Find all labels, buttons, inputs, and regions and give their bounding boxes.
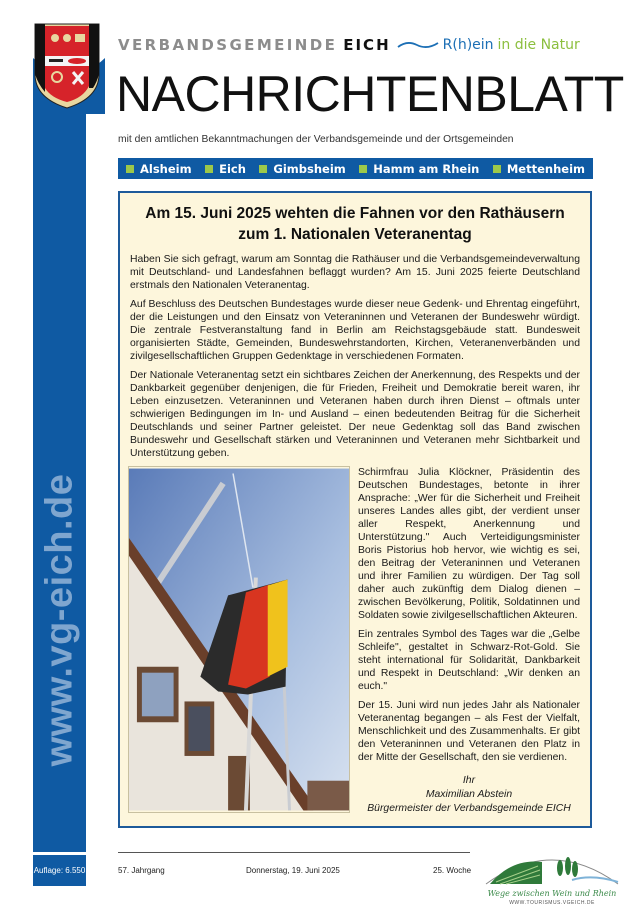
website-url-text[interactable]: www.vg-eich.de: [38, 473, 80, 767]
brand-line: [118, 34, 598, 56]
signature-title: Bürgermeister der Verbandsgemeinde EICH: [367, 803, 571, 814]
place-hamm-am-rhein: [359, 162, 479, 176]
brand-eich: EICH: [343, 36, 391, 54]
place-eich: [205, 162, 246, 176]
place-alsheim: [126, 162, 192, 176]
slogan-natur: in die Natur: [497, 37, 580, 53]
tourism-url[interactable]: WWW.TOURISMUS.VGEICH.DE: [509, 900, 595, 906]
headline-line-1: Am 15. Juni 2025 wehten die Fahnen vor den Rathäusern: [145, 205, 565, 222]
article-right-column: [358, 466, 580, 816]
place-mettenheim: [493, 162, 585, 176]
place-label: Eich: [219, 161, 246, 176]
flag-image-icon: [129, 467, 349, 812]
square-bullet-icon: [259, 165, 267, 173]
tourism-slogan: Wege zwischen Wein und Rhein: [487, 889, 617, 898]
week-label: 25. Woche: [433, 866, 472, 875]
paragraph: Auf Beschluss des Deutschen Bundestages wurde dieser neue Gedenk- und Ehrentag eingeführt, der die Leistungen und den Einsatz von Veteraninnen und Veteranen der Bundeswehr würdigt. Die zentrale Festveranstaltung fand in Berlin am Reichstagsgebäude statt. Bundesweit organisierten Städte, Gemeinden, Bundeswehrstandorten, Kirchen, Veteranenverbänden und zivilgesellschaftlichen Gruppen Gedenktage in verschiedenen Formaten.: [130, 299, 580, 362]
article-headline: [130, 203, 580, 245]
signature-name: Maximilian Abstein: [425, 789, 513, 800]
footer: [0, 852, 625, 912]
tourism-logo[interactable]: [482, 848, 622, 904]
paragraph: Der Nationale Veteranentag setzt ein sichtbares Zeichen der Anerkennung, des Respekts und der Dankbarkeit gegenüber denjenigen, die für Frieden, Freiheit und Demokratie bereit waren, ihr Leben einzusetzen. Veteraninnen und Veteranen haben durch ihren Dienst – oftmals unter schwierigen Bedingungen im In- und Ausland – einen bedeutenden Beitrag für die Sicherheit Deutschlands und seiner Partner geleistet. Der neue Gedenktag soll das Band zwischen Bundeswehr und Gesellschaft stärken und Veteraninnen und Veteranen mehr Sichtbarkeit und Unterstützung geben.: [130, 370, 580, 459]
masthead-title: NACHRICHTENBLATT: [116, 66, 624, 122]
signature-greeting: Ihr: [462, 775, 476, 786]
issue-date: Donnerstag, 19. Juni 2025: [246, 866, 340, 875]
paragraph: Haben Sie sich gefragt, warum am Sonntag die Rathäuser und die Verbandsgemeindeverwaltung mit Deutschland- und Landesfahnen beflaggt wurden? Am 15. Juni 2025 feierte Deutschland erstmals den Nationalen Veteranentag.: [130, 254, 580, 291]
paragraph: Der 15. Juni wird nun jedes Jahr als Nationaler Veteranentag begangen – als Fest der Vielfalt, Menschlichkeit und des Zusammenhalts. Er gibt den Veteraninnen und Veteranen den Platz in der Mitte der Gesellschaft, den sie verdienen.: [358, 700, 580, 763]
flag-photo: [128, 466, 350, 813]
square-bullet-icon: [126, 165, 134, 173]
footer-divider: [118, 852, 470, 853]
signature: [358, 774, 580, 816]
paragraph: Ein zentrales Symbol des Tages war die „Gelbe Schleife", gestaltet in Schwarz-Rot-Gold. Sie steht international für Solidarität, Dankbarkeit und Respekt in Deutschland: „Wir denken an euch.": [358, 629, 580, 692]
website-url[interactable]: [33, 430, 86, 810]
square-bullet-icon: [205, 165, 213, 173]
brand-verbandsgemeinde: VERBANDSGEMEINDE: [118, 36, 338, 54]
place-label: Hamm am Rhein: [373, 161, 480, 176]
square-bullet-icon: [359, 165, 367, 173]
wave-icon: [397, 39, 439, 51]
place-label: Mettenheim: [506, 161, 585, 176]
paragraph: Schirmfrau Julia Klöckner, Präsidentin des Deutschen Bundestages, betonte in ihrer Ansprache: „Wer für die Sicherheit und Freiheit unseres Landes alles gibt, der verdient unser aller Respekt, Anerkennung und Unterstützung." Auch Verteidigungsminister Boris Pistorius hob hervor, wie wichtig es sei, den Beitrag der Veteraninnen und Veteranen und ihrer Familien zu würdigen. Der Tag soll daher auch zukünftig dem Dialog dienen – zwischen Bevölkerung, Politik, Soldatinnen und Soldaten sowie zivilgesellschaftlichen Akteuren.: [358, 467, 580, 621]
masthead-subtitle: mit den amtlichen Bekanntmachungen der Verbandsgemeinde und der Ortsgemeinden: [118, 134, 514, 145]
article-box: [118, 191, 592, 828]
article-lower-section: [130, 466, 580, 816]
vineyard-landscape-icon: [482, 848, 622, 888]
place-label: Alsheim: [140, 161, 192, 176]
coat-of-arms-icon: [33, 22, 105, 114]
headline-line-2: zum 1. Nationalen Veteranentag: [238, 226, 472, 243]
square-bullet-icon: [493, 165, 501, 173]
place-gimbsheim: [259, 162, 345, 176]
municipalities-bar: [118, 158, 593, 179]
slogan-rhein: R(h)ein: [442, 37, 494, 53]
article-body: [130, 253, 580, 460]
place-label: Gimbsheim: [273, 161, 346, 176]
volume-label: 57. Jahrgang: [118, 866, 165, 875]
circulation-badge: Auflage: 6.550: [33, 855, 86, 886]
